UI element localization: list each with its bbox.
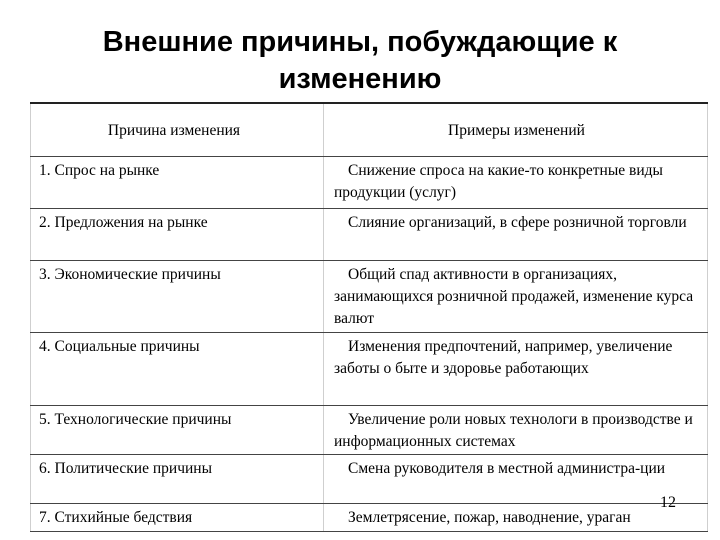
slide-title — [0, 24, 720, 98]
table-row — [31, 406, 708, 455]
header-cause: Причина изменения — [31, 103, 324, 157]
causes-table — [30, 102, 708, 532]
table-row — [31, 157, 708, 209]
row-example-text: Землетрясение, пожар, наводнение, ураган — [348, 509, 631, 526]
row-example-text: Изменения предпочтений, например, увеличение заботы о быте и здоровье работающих — [334, 338, 673, 377]
row-example — [324, 455, 708, 504]
row-example — [324, 333, 708, 406]
row-example-text: Слияние организаций, в сфере розничной торговли — [348, 214, 687, 231]
row-example — [324, 157, 708, 209]
row-example — [324, 209, 708, 261]
table-row — [31, 261, 708, 333]
slide-title-line-2: изменению — [278, 63, 442, 95]
table-row — [31, 504, 708, 532]
table-row — [31, 209, 708, 261]
row-example — [324, 406, 708, 455]
row-example — [324, 504, 708, 532]
row-example-text: Общий спад активности в организациях, занимающихся розничной продажей, изменение курса валют — [334, 266, 694, 327]
row-example-text: Снижение спроса на какие-то конкретные виды продукции (услуг) — [334, 162, 663, 201]
table-row — [31, 333, 708, 406]
table-header-row — [31, 103, 708, 157]
row-example-text: Увеличение роли новых технологи в производстве и информационных системах — [334, 411, 693, 450]
page-number: 12 — [660, 494, 676, 511]
row-cause: 2. Предложения на рынке — [31, 209, 324, 261]
row-example-text: Смена руководителя в местной администра-ции — [348, 460, 666, 477]
row-cause: 5. Технологические причины — [31, 406, 324, 455]
row-cause: 7. Стихийные бедствия — [31, 504, 324, 532]
row-cause: 1. Спрос на рынке — [31, 157, 324, 209]
row-cause: 3. Экономические причины — [31, 261, 324, 333]
row-cause: 6. Политические причины — [31, 455, 324, 504]
row-cause: 4. Социальные причины — [31, 333, 324, 406]
row-example — [324, 261, 708, 333]
slide-title-line-1: Внешние причины, побуждающие к — [102, 26, 618, 58]
header-examples: Примеры изменений — [324, 103, 708, 157]
table-row — [31, 455, 708, 504]
